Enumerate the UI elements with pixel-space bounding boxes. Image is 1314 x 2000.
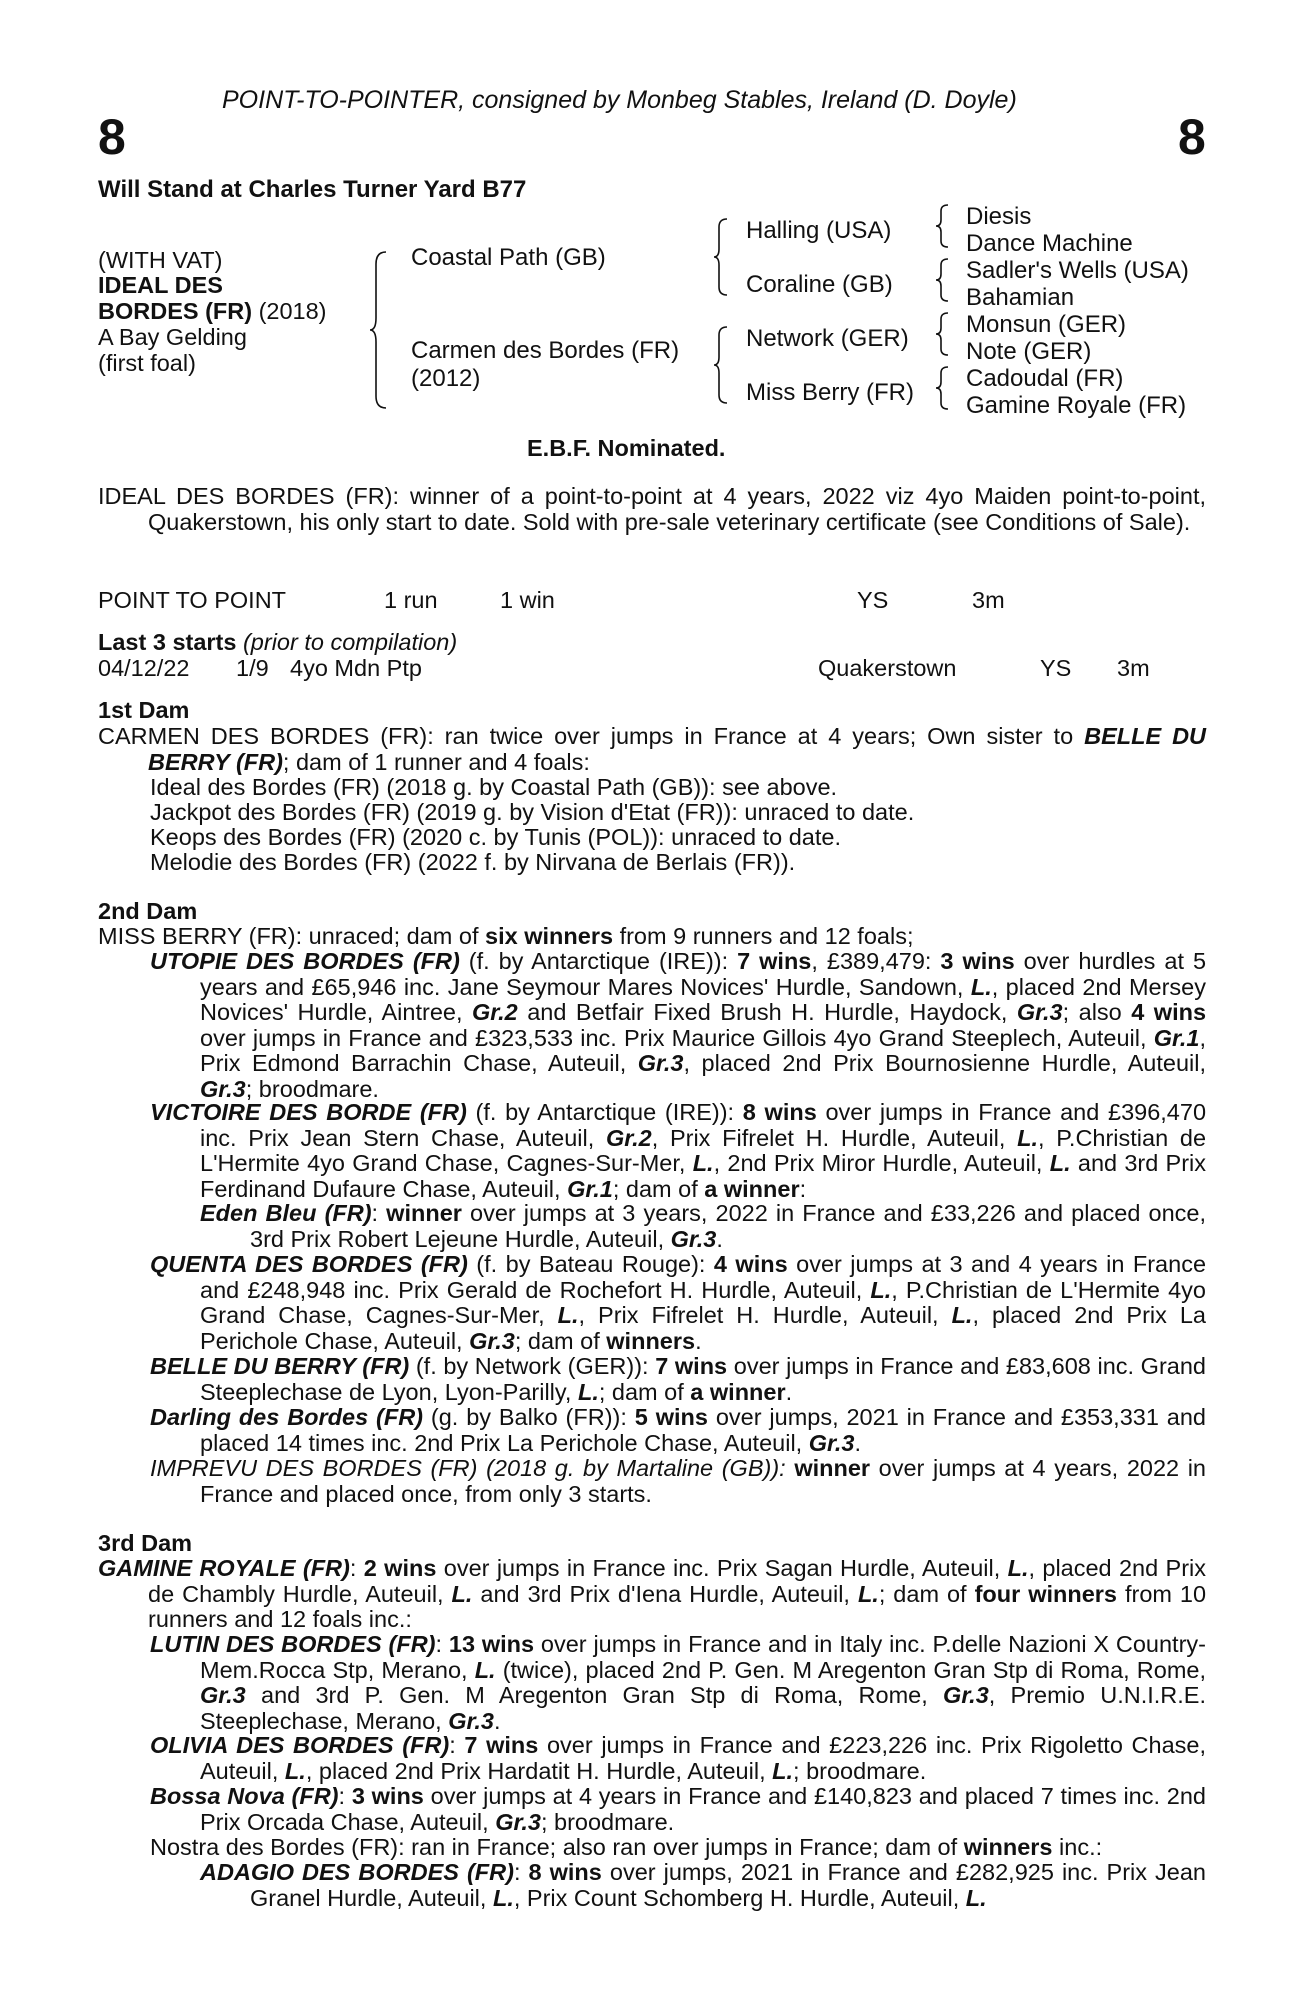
record-going: YS bbox=[857, 587, 889, 613]
pedigree-gen3-8: Gamine Royale (FR) bbox=[966, 392, 1187, 419]
start-position: 1/9 bbox=[236, 655, 269, 681]
pedigree-brace-sd bbox=[934, 257, 952, 303]
last-starts-note: (prior to compilation) bbox=[242, 629, 458, 655]
produce-darling: Darling des Bordes (FR) (g. by Balko (FR)): 5 wins over jumps, 2021 in France and £353,331 and placed 14 times inc. 2nd Prix La Perichole Chase, Auteuil, Gr.3. bbox=[150, 1404, 1206, 1456]
record-runs: 1 run bbox=[384, 587, 438, 613]
third-dam-title: 3rd Dam bbox=[98, 1530, 193, 1556]
produce-eden: Eden Bleu (FR): winner over jumps at 3 years, 2022 in France and £33,226 and placed once, 3rd Prix Robert Lejeune Hurdle, Auteuil, Gr.3. bbox=[200, 1200, 1206, 1252]
last-starts-heading bbox=[98, 630, 457, 656]
second-dam-title: 2nd Dam bbox=[98, 898, 198, 924]
pedigree-gen3-6: Note (GER) bbox=[966, 338, 1092, 365]
produce-olivia: OLIVIA DES BORDES (FR): 7 wins over jumps in France and £223,226 inc. Prix Rigoletto Chase, Auteuil, L., placed 2nd Prix Hardatit H. Hurdle, Auteuil, L.; broodmare. bbox=[150, 1732, 1206, 1784]
record-distance: 3m bbox=[972, 587, 1005, 613]
horse-description: A Bay Gelding bbox=[98, 324, 247, 350]
vat-note: (WITH VAT) bbox=[98, 247, 223, 273]
produce-imprevu: IMPREVU DES BORDES (FR) (2018 g. by Martaline (GB)): winner over jumps at 4 years, 2022 in France and placed once, from only 3 starts. bbox=[150, 1455, 1207, 1507]
pedigree-sire-sire: Halling (USA) bbox=[746, 217, 892, 244]
first-dam-foal: Keops des Bordes (FR) (2020 c. by Tunis (POL)): unraced to date. bbox=[150, 824, 841, 850]
horse-summary: IDEAL DES BORDES (FR): winner of a point-to-point at 4 years, 2022 viz 4yo Maiden point-to-point, Quakerstown, his only start to date. Sold with pre-sale veterinary certificate (see Conditions of Sale). bbox=[98, 483, 1206, 535]
foal-note: (first foal) bbox=[98, 350, 196, 376]
produce-utopie: UTOPIE DES BORDES (FR) (f. by Antarctique (IRE)): 7 wins, £389,479: 3 wins over hurdles at 5 years and £65,946 inc. Jane Seymour Mares Novices' Hurdle, Sandown, L., placed 2nd Mersey Novices' Hurdle, Aintree, Gr.2 and Betfair Fixed Brush H. Hurdle, Haydock, Gr.3; also 4 wins over jumps in France and £323,533 inc. Prix Maurice Gillois 4yo Grand Steeplech, Auteuil, Gr.1, Prix Edmond Barrachin Chase, Auteuil, Gr.3, placed 2nd Prix Bournosienne Hurdle, Auteuil, Gr.3; broodmare. bbox=[150, 948, 1207, 1102]
third-dam-intro: GAMINE ROYALE (FR): 2 wins over jumps in France inc. Prix Sagan Hurdle, Auteuil, L., placed 2nd Prix de Chambly Hurdle, Auteuil, L. and 3rd Prix d'Iena Hurdle, Auteuil, L.; dam of four winners from 10 runners and 12 foals inc.: bbox=[98, 1555, 1207, 1632]
second-dam-intro: MISS BERRY (FR): unraced; dam of six winners from 9 runners and 12 foals; bbox=[98, 923, 914, 949]
start-date: 04/12/22 bbox=[98, 655, 190, 681]
ebf-nominated: E.B.F. Nominated. bbox=[527, 435, 726, 461]
pedigree-gen3-5: Monsun (GER) bbox=[966, 311, 1127, 338]
start-race: 4yo Mdn Ptp bbox=[290, 655, 422, 681]
first-dam-intro: CARMEN DES BORDES (FR): ran twice over jumps in France at 4 years; Own sister to BELLE DU BERRY (FR); dam of 1 runner and 4 foals: bbox=[98, 723, 1207, 775]
lot-number-right: 8 bbox=[1178, 109, 1206, 165]
last-starts-title: Last 3 starts bbox=[98, 629, 237, 655]
pedigree-brace-dam bbox=[712, 325, 732, 405]
start-going: YS bbox=[1040, 655, 1072, 681]
pedigree-gen3-7: Cadoudal (FR) bbox=[966, 365, 1124, 392]
produce-bossa: Bossa Nova (FR): 3 wins over jumps at 4 years in France and £140,823 and placed 7 times inc. 2nd Prix Orcada Chase, Auteuil, Gr.3; broodmare. bbox=[150, 1783, 1206, 1835]
stand-location: Will Stand at Charles Turner Yard B77 bbox=[98, 176, 527, 203]
produce-belle: BELLE DU BERRY (FR) (f. by Network (GER)): 7 wins over jumps in France and £83,608 inc. Grand Steeplechase de Lyon, Lyon-Parilly, L.; dam of a winner. bbox=[150, 1353, 1206, 1405]
first-dam-sister: BELLE DU BERRY (FR) bbox=[148, 723, 1207, 775]
produce-victoire: VICTOIRE DES BORDE (FR) (f. by Antarctique (IRE)): 8 wins over jumps in France and £396,470 inc. Prix Jean Stern Chase, Auteuil, Gr.2, Prix Fifrelet H. Hurdle, Auteuil, L., P.Christian de L'Hermite 4yo Grand Chase, Cagnes-Sur-Mer, L., 2nd Prix Miror Hurdle, Auteuil, L. and 3rd Prix Ferdinand Dufaure Chase, Auteuil, Gr.1; dam of a winner: bbox=[150, 1099, 1207, 1202]
produce-adagio: ADAGIO DES BORDES (FR): 8 wins over jumps, 2021 in France and £282,925 inc. Prix Jean Granel Hurdle, Auteuil, L., Prix Count Schomberg H. Hurdle, Auteuil, L. bbox=[200, 1859, 1206, 1911]
pedigree-sire: Coastal Path (GB) bbox=[411, 244, 606, 271]
pedigree-brace-ds bbox=[934, 311, 952, 357]
consignment-line: POINT-TO-POINTER, consigned by Monbeg Stables, Ireland (D. Doyle) bbox=[222, 86, 1017, 114]
pedigree-dam: Carmen des Bordes (FR) bbox=[411, 337, 680, 364]
pedigree-gen3-1: Diesis bbox=[966, 203, 1032, 230]
pedigree-brace-gen1 bbox=[368, 250, 392, 410]
record-label: POINT TO POINT bbox=[98, 587, 287, 613]
pedigree-dam-sire: Network (GER) bbox=[746, 325, 909, 352]
first-dam-foal: Jackpot des Bordes (FR) (2019 g. by Vision d'Etat (FR)): unraced to date. bbox=[150, 799, 915, 825]
pedigree-brace-ss bbox=[934, 203, 952, 249]
pedigree-dam-dam: Miss Berry (FR) bbox=[746, 379, 914, 406]
first-dam-foal: Ideal des Bordes (FR) (2018 g. by Coastal Path (GB)): see above. bbox=[150, 774, 838, 800]
pedigree-sire-dam: Coraline (GB) bbox=[746, 271, 893, 298]
produce-quenta: QUENTA DES BORDES (FR) (f. by Bateau Rouge): 4 wins over jumps at 3 and 4 years in France and £248,948 inc. Prix Gerald de Rochefort H. Hurdle, Auteuil, L., P.Christian de L'Hermite 4yo Grand Chase, Cagnes-Sur-Mer, L., Prix Fifrelet H. Hurdle, Auteuil, L., placed 2nd Prix La Perichole Chase, Auteuil, Gr.3; dam of winners. bbox=[150, 1251, 1207, 1354]
pedigree-brace-sire bbox=[712, 217, 732, 297]
pedigree-gen3-3: Sadler's Wells (USA) bbox=[966, 257, 1189, 284]
horse-name-line2-wrap bbox=[98, 299, 327, 325]
produce-lutin: LUTIN DES BORDES (FR): 13 wins over jumps in France and in Italy inc. P.delle Nazioni X Country-Mem.Rocca Stp, Merano, L. (twice), placed 2nd P. Gen. M Aregenton Gran Stp di Roma, Rome, Gr.3 and 3rd P. Gen. M Aregenton Gran Stp di Roma, Rome, Gr.3, Premio U.N.I.R.E. Steeplechase, Merano, Gr.3. bbox=[150, 1631, 1207, 1734]
first-dam-foal: Melodie des Bordes (FR) (2022 f. by Nirvana de Berlais (FR)). bbox=[150, 849, 796, 875]
horse-year: (2018) bbox=[258, 298, 327, 324]
start-distance: 3m bbox=[1117, 655, 1150, 681]
start-course: Quakerstown bbox=[818, 655, 957, 681]
record-wins: 1 win bbox=[500, 587, 555, 613]
horse-name-line2: BORDES (FR) bbox=[98, 298, 253, 324]
first-dam-title: 1st Dam bbox=[98, 697, 190, 723]
pedigree-dam-year: (2012) bbox=[411, 365, 481, 392]
lot-number-left: 8 bbox=[98, 109, 126, 165]
horse-name-line1: IDEAL DES bbox=[98, 272, 223, 298]
pedigree-brace-dd bbox=[934, 365, 952, 411]
produce-nostra: Nostra des Bordes (FR): ran in France; also ran over jumps in France; dam of winners inc.: bbox=[150, 1834, 1103, 1860]
pedigree-gen3-2: Dance Machine bbox=[966, 230, 1133, 257]
pedigree-gen3-4: Bahamian bbox=[966, 284, 1075, 311]
